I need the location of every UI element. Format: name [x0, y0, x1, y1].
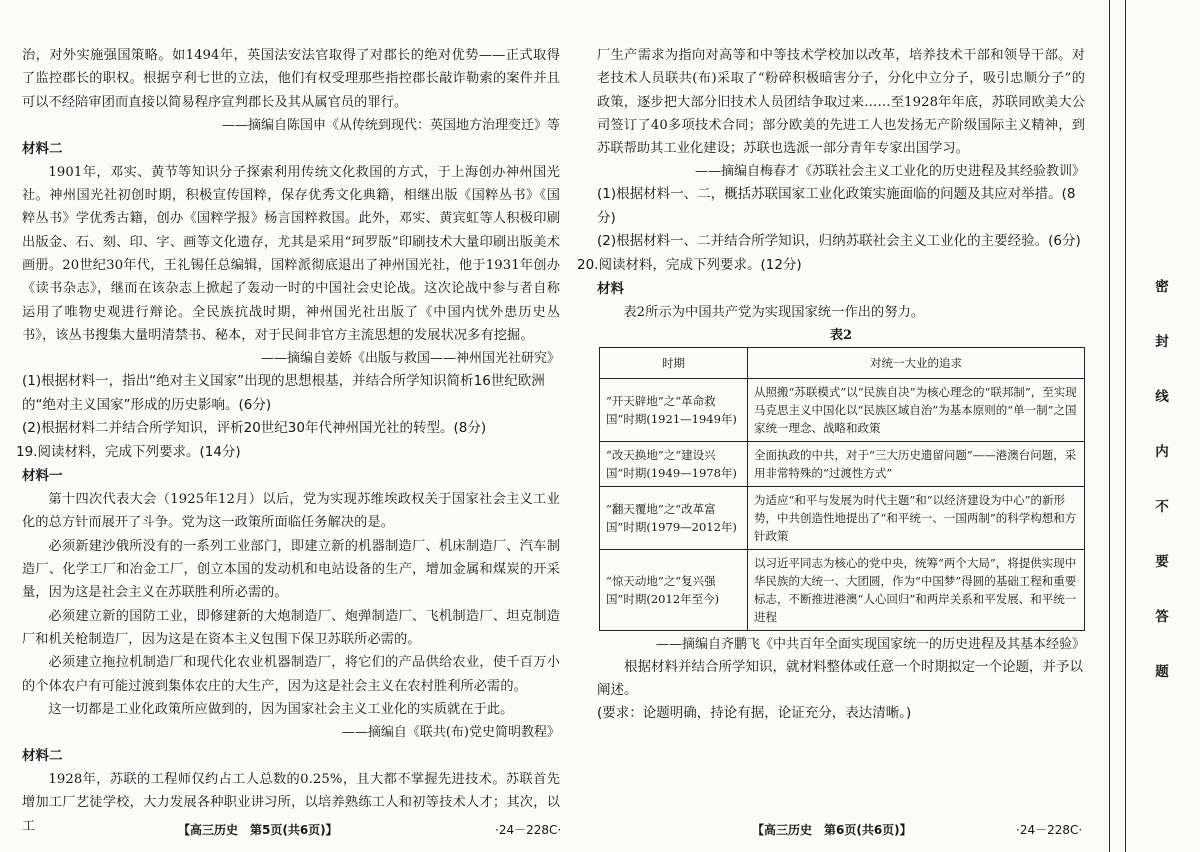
material-heading: 材料二	[22, 748, 63, 765]
table-row	[600, 549, 1085, 630]
seal-char: 题	[1155, 664, 1169, 680]
seal-notice	[1150, 275, 1174, 680]
question-item: (1)根据材料一，指出“绝对主义国家”出现的思想根基，并结合所学知识简析16世纪欧洲的“绝对主义国家”形成的历史影响。(6分)	[22, 373, 545, 413]
seal-char: 密	[1155, 279, 1169, 295]
pursuit-cell: 全面执政的中共，对于“三大历史遗留问题”——港澳台问题，采用非常特殊的“过渡性方式”	[748, 441, 1085, 486]
source-citation: ——摘编自梅春才《苏联社会主义工业化的历史进程及其经验教训》	[694, 164, 1085, 180]
table-header-row	[600, 347, 1085, 378]
period-cell: “翻天覆地”之“改革富国”时期(1979—2012年)	[600, 486, 748, 549]
table-row	[600, 378, 1085, 441]
question-item: (2)根据材料二并结合所学知识，评析20世纪30年代神州国光社的转型。(8分)	[22, 419, 487, 436]
material-heading: 材料二	[22, 140, 63, 157]
material-paragraph: 这一切都是工业化政策所应做到的，因为国家社会主义工业化的实质就在于此。	[48, 701, 514, 717]
seal-char: 答	[1155, 609, 1169, 625]
material-paragraph: 厂生产需求为指向对高等和中等技术学校加以改革，培养技术干部和领导干部。对老技术人员联共(布)采取了“粉碎积极暗害分子，分化中立分子，吸引忠顺分子”的政策，逐步把大部分旧技术人员团结争取过来……至1928年年底，苏联同欧美大公司签订了40多项技术合同；部分欧美的先进工人也发扬无产阶级国际主义精神，到苏联帮助其工业化建设；苏联也选派一部分青年专家出国学习。	[597, 48, 1085, 157]
answer-requirements: (要求：论题明确，持论有据，论证充分，表达清晰。)	[597, 705, 912, 722]
page-footer-code: ·24－228C·	[1016, 823, 1083, 837]
seal-line-strip	[1100, 0, 1200, 852]
table-row	[600, 486, 1085, 549]
material-paragraph: 必须建立拖拉机制造厂和现代化农业机器制造厂，将它们的产品供给农业，使千百万小的个体农户有可能过渡到集体农庄的大生产，因为这是社会主义在农村胜利所必需的。	[22, 655, 560, 694]
question-item: 根据材料并结合所学知识，就材料整体或任意一个时期拟定一个论题，并予以阐述。	[597, 658, 1083, 698]
pursuit-cell: 为适应“和平与发展为时代主题”和“以经济建设为中心”的新形势，中共创造性地提出了“和平统一、一国两制”的科学构想和方针政策	[748, 486, 1085, 549]
source-citation: ——摘编自陈国申《从传统到现代：英国地方治理变迁》等	[221, 117, 560, 133]
seal-line	[1125, 0, 1126, 852]
seal-line	[1109, 0, 1110, 852]
question-number: 20.阅读材料，完成下列要求。(12分)	[577, 257, 802, 274]
material-heading: 材料	[597, 281, 624, 298]
material-paragraph: 1928年，苏联的工程师仅约占工人总数的0.25%，且大都不掌握先进技术。苏联首先增加工厂艺徒学校，大力发展各种职业讲习所，以培养熟练工人和初等技术人才；其次，以工	[22, 772, 560, 834]
pursuit-cell: 从照搬“苏联模式”以“民族自决”为核心理念的“联邦制”，至实现马克思主义中国化以“民族区域自治”为基本原则的“单一制”之国家统一理念、战略和政策	[748, 378, 1085, 441]
header-pursuit: 对统一大业的追求	[748, 347, 1085, 378]
unification-table	[599, 347, 1085, 631]
source-citation: ——摘编自齐鹏飞《中共百年全面实现国家统一的历史进程及其基本经验》	[655, 636, 1085, 652]
period-cell: “改天换地”之“建设兴国”时期(1949—1978年)	[600, 441, 748, 486]
material-paragraph: 第十四次代表大会（1925年12月）以后，党为实现苏维埃政权关于国家社会主义工业化的总方针而展开了斗争。党为这一政策所面临任务解决的是。	[22, 492, 560, 531]
right-page	[577, 0, 1085, 726]
material-heading: 材料一	[22, 468, 63, 485]
page-footer-code: ·24－228C·	[495, 823, 562, 837]
page-footer-title: 【高三历史 第5页(共6页)】	[178, 823, 338, 837]
table-caption: 表2	[829, 327, 853, 343]
question-item: (2)根据材料一、二并结合所学知识，归纳苏联社会主义工业化的主要经验。(6分)	[597, 233, 1081, 250]
intro-paragraph: 治，对外实施强国策略。如1494年，英国法安法官取得了对郡长的绝对优势——正式取得了监控郡长的职权。根据亨利七世的立法，他们有权受理那些指控郡长敲诈勒索的案件并且可以不经陪审团而直接以简易程序宣判郡长及其从属官员的罪行。	[22, 48, 560, 110]
period-cell: “开天辟地”之“革命救国”时期(1921—1949年)	[600, 378, 748, 441]
question-item: (1)根据材料一、二，概括苏联国家工业化政策实施面临的问题及其应对举措。(8分)	[597, 186, 1076, 226]
pursuit-cell: 以习近平同志为核心的党中央，统筹“两个大局”，将提供实现中华民族的大统一、大团圆，作为“中国梦”得圆的基础工程和重要标志，不断推进港澳“人心回归”和两岸关系和平发展、和平统一进程	[748, 549, 1085, 630]
material-paragraph: 必须新建沙俄所没有的一系列工业部门，即建立新的机器制造厂、机床制造厂、汽车制造厂、化学工厂和冶金工厂，创立本国的发动机和电站设备的生产，增加金属和煤炭的开采量，因为这是社会主义在苏联胜利所必需的。	[22, 538, 560, 601]
page-footer-title: 【高三历史 第6页(共6页)】	[752, 823, 912, 837]
seal-char: 线	[1155, 389, 1169, 405]
table-row	[600, 441, 1085, 486]
seal-char: 内	[1155, 444, 1169, 460]
source-citation: ——摘编自姜娇《出版与救国——神州国光社研究》	[260, 351, 560, 367]
seal-char: 要	[1155, 554, 1169, 570]
seal-char: 不	[1155, 499, 1169, 515]
material-paragraph: 1901年，邓实、黄节等知识分子探索利用传统文化救国的方式，于上海创办神州国光社。神州国光社初创时期，积极宣传国粹，保存优秀文化典籍，相继出版《国粹丛书》《国粹丛书》学优秀古籍，创办《国粹学报》杨言国粹救国。此外，邓实、黄宾虹等人积极印刷出版金、石、刻、印、字、画等文化遗存，尤其是采用“珂罗版”印刷技术大量印刷出版美术画册。20世纪30年代，王礼锡任总编辑，国粹派彻底退出了神州国光社，他于1931年创办《读书杂志》，继而在该杂志上掀起了轰动一时的中国社会史论战。这次论战中参与者自称运用了唯物史观进行辩论。全民族抗战时期，神州国光社出版了《中国内忧外患历史丛书》，该丛书搜集大量明清禁书、秘本，对于民间非官方主流思想的发展状况多有挖掘。	[22, 164, 560, 343]
table-intro: 表2所示为中国共产党为实现国家统一作出的努力。	[623, 305, 925, 321]
seal-char: 封	[1155, 334, 1169, 350]
period-cell: “惊天动地”之“复兴强国”时期(2012年至今)	[600, 549, 748, 630]
material-paragraph: 必须建立新的国防工业，即修建新的大炮制造厂、炮弹制造厂、飞机制造厂、坦克制造厂和机关枪制造厂，因为这是在资本主义包围下保卫苏联所必需的。	[22, 608, 560, 647]
header-period: 时期	[600, 347, 748, 378]
left-page	[16, 0, 560, 838]
source-citation: ——摘编自《联共(布)党史简明教程》	[341, 725, 560, 741]
question-number: 19.阅读材料，完成下列要求。(14分)	[16, 444, 241, 461]
